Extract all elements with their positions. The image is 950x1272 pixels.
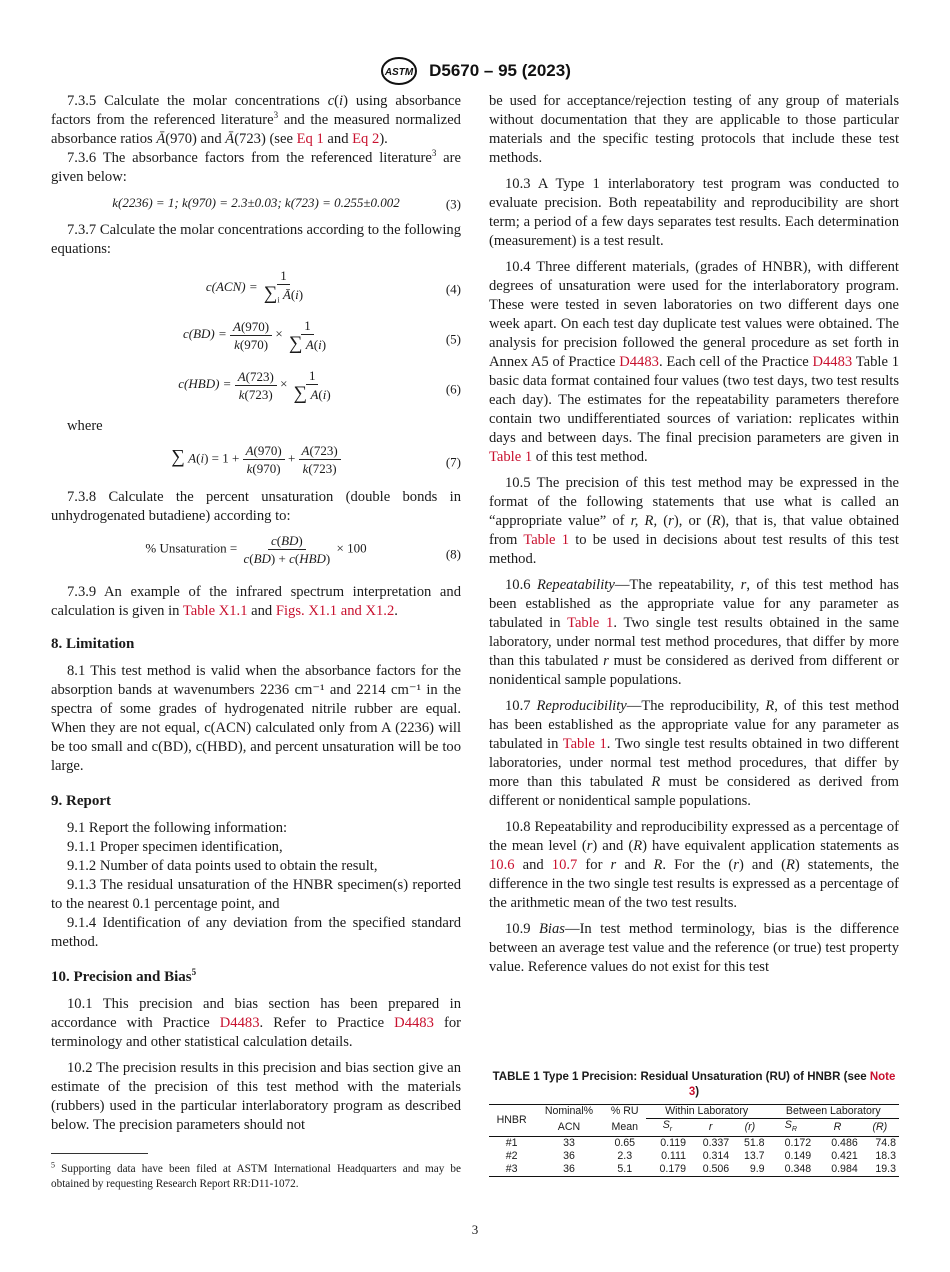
col-header-nominal: Nominal% — [544, 1105, 594, 1118]
link-table-1[interactable]: Table 1 — [567, 615, 614, 631]
para-10-6: 10.6 Repeatability—The repeatability, r, of this test method has been established as the appropriate value for any parameter as tabulated in Table 1. Two single test results obtained in the same laboratory, under normal test method procedures, that differ by more than this tabulated r must be considered as derived from different or nonidentical sample populations. — [489, 577, 899, 688]
col-header-nominal-2: ACN — [557, 1120, 581, 1133]
equation-4: c(ACN) = $\frac{1}{\sum_i Ā(i)}$ (4) — [205, 268, 461, 305]
link-d4483[interactable]: D4483 — [812, 354, 853, 370]
para-10-4: 10.4 Three different materials, (grades of HNBR), with different degrees of unsaturation were used for the interlaboratory program. These were tested in seven laboratories on two different days one week apart. On each test day duplicate test values were obtained. The analysis for precision followed the general procedure as set forth in Annex A5 of Practice D4483. Each cell of the Practice D4483 Table 1 basic data format contained four values (two test days, two test results each day). The estimates for the repeatability parameters therefore contain two undifferentiated sources of variation: replicates within days and between days. The final precision parameters are given in Table 1 of this test method. — [489, 259, 899, 465]
col-group-within: Within Laboratory — [646, 1105, 768, 1119]
equation-6: c(HBD) = $\frac{A(723)}{k(723)}$ × $\frac{1}{\sum A(i)}$ (6) — [178, 368, 461, 404]
right-column — [489, 92, 899, 977]
link-figs-x1[interactable]: Figs. X1.1 and X1.2 — [275, 603, 395, 619]
link-d4483[interactable]: D4483 — [619, 354, 659, 370]
table-row: #3 36 5.1 0.179 0.506 9.9 0.348 0.984 19.3 — [489, 1163, 899, 1177]
table-row: #1 33 0.65 0.119 0.337 51.8 0.172 0.486 74.8 — [505, 1137, 896, 1150]
para-10-8: 10.8 Repeatability and reproducibility expressed as a percentage of the mean level (r) and (R) have equivalent application statements as 10.6 and 10.7 for r and R. For the (r) and (R) statements, the difference in the two single test results is expressed as a percentage of the arithmetic mean of the two test results. — [489, 819, 899, 911]
link-10-7[interactable]: 10.7 — [551, 857, 578, 873]
astm-logo-icon — [379, 56, 419, 86]
para-7-3-6: 7.3.6 The absorbance factors from the referenced literature$^3$ are given below: — [51, 148, 461, 185]
para-10-3: 10.3 A Type 1 interlaboratory test program was conducted to evaluate precision. Both repeatability and reproducibility are short term; a period of a few days separates test results. Each determination (measurement) is a test result. — [489, 176, 899, 249]
para-9-1-1: 9.1.1 Proper specimen identification, — [67, 839, 283, 855]
para-7-3-8: 7.3.8 Calculate the percent unsaturation (double bonds in unhydrogenated butadiene) according to: — [51, 489, 461, 524]
section-9-heading: 9. Report — [51, 793, 111, 809]
col-header-R-pct: (R) — [872, 1121, 888, 1134]
where-label: where — [67, 418, 103, 434]
link-note-3[interactable]: Note 3 — [688, 1071, 896, 1098]
para-10-2: 10.2 The precision results in this precision and bias section give an estimate of the precision of this test method with the materials (rubbers) used in the particular interlaboratory program as described below. The precision parameters should not — [51, 1060, 461, 1133]
para-10-7: 10.7 Reproducibility—The reproducibility, R, of this test method has been established as the appropriate value for any parameter as tabulated in Table 1. Two single test results obtained in two different laboratories, under normal test method procedures, that differ by more than this tabulated R must be considered as derived from different or nonidentical sample populations. — [489, 698, 900, 809]
footnote-5: $^5$ Supporting data have been filed at ASTM International Headquarters and may be obtained by requesting Research Report RR:D11-1072. — [51, 1160, 461, 1190]
col-header-hnbr: HNBR — [496, 1114, 527, 1127]
para-10-2-cont: be used for acceptance/rejection testing of any group of materials without documentation that they are applicable to those particular materials and the specific testing protocols that include these test methods. — [489, 93, 899, 166]
section-10-heading: 10. Precision and Bias$^5$ — [51, 967, 197, 985]
table-1-title: TABLE 1 Type 1 Precision: Residual Unsaturation (RU) of HNBR (see Note 3) — [492, 1071, 896, 1098]
section-8-heading: 8. Limitation — [51, 636, 135, 652]
col-header-r: r — [708, 1121, 713, 1134]
para-7-3-5: 7.3.5 Calculate the molar concentrations c(i) using absorbance factors from the referenced literature$^3$ and the measured normalized absorbance ratios Ā(970) and Ā(723) (see Eq 1 and Eq 2). — [51, 93, 462, 147]
col-header-ru-2: Mean — [611, 1120, 638, 1133]
left-column — [51, 92, 461, 1135]
precision-table — [489, 1104, 899, 1177]
equation-7: ∑ A(i) = 1 + $\frac{A(970)}{k(970)}$ + $\frac{A(723)}{k(723)}$ (7) — [171, 443, 461, 476]
table-1 — [489, 1070, 899, 1177]
para-7-3-9: 7.3.9 An example of the infrared spectrum interpretation and calculation is given in Table X1.1 and Figs. X1.1 and X1.2. — [51, 584, 461, 619]
standard-designation: D5670 – 95 (2023) — [429, 61, 571, 80]
link-eq-2[interactable]: Eq 2 — [352, 131, 380, 147]
link-table-1[interactable]: Table 1 — [489, 449, 533, 465]
svg-text:ASTM: ASTM — [384, 67, 414, 78]
para-9-1-2: 9.1.2 Number of data points used to obtain the result, — [67, 858, 378, 874]
link-table-1[interactable]: Table 1 — [562, 736, 607, 752]
footnote-rule — [51, 1153, 148, 1154]
col-header-sr: $S_r$ — [662, 1119, 673, 1134]
para-9-1: 9.1 Report the following information: — [67, 820, 288, 836]
para-8-1: 8.1 This test method is valid when the absorbance factors for the absorption bands at wavenumbers 2236 cm⁻¹ and 2214 cm⁻¹ in the spectra of some grades of hydrogenated nitrile rubber are equal. When they are not equal, c(ACN) calculated only from A (2236) will be too small and c(BD), c(HBD), and percent unsaturation will be too large. — [51, 663, 461, 774]
equation-5: c(BD) = $\frac{A(970)}{k(970)}$ × $\frac{1}{\sum A(i)}$ (5) — [182, 318, 461, 354]
page-header — [0, 56, 950, 86]
para-10-5: 10.5 The precision of this test method may be expressed in the format of the following statements that use what is called an “appropriate value” of r, R, (r), or (R), that is, that value obtained from Table 1 to be used in decisions about test results of this test method. — [489, 475, 899, 567]
table-row: #2 36 2.3 0.111 0.314 13.7 0.149 0.421 18.3 — [505, 1150, 896, 1163]
col-header-R: R — [833, 1121, 842, 1134]
link-10-6[interactable]: 10.6 — [489, 857, 515, 873]
col-header-ru: % RU — [610, 1105, 639, 1118]
link-table-1[interactable]: Table 1 — [523, 532, 570, 548]
col-header-r-pct: (r) — [744, 1121, 756, 1134]
link-d4483[interactable]: D4483 — [394, 1015, 434, 1031]
para-9-1-4: 9.1.4 Identification of any deviation from the specified standard method. — [51, 915, 461, 950]
para-9-1-3: 9.1.3 The residual unsaturation of the HNBR specimen(s) reported to the nearest 0.1 percentage point, and — [51, 877, 461, 912]
page-number: 3 — [471, 1222, 479, 1237]
link-table-x1-1[interactable]: Table X1.1 — [182, 603, 248, 619]
equation-8: % Unsaturation = $\frac{c(BD)}{\text{c(BD) + c(HBD)}}$ × 100 (8) — [145, 533, 461, 566]
equation-3: k(2236) = 1; k(970) = 2.3±0.03; k(723) = 0.255±0.002 (3) — [112, 195, 461, 212]
para-10-1: 10.1 This precision and bias section has been prepared in accordance with Practice D4483. Refer to Practice D4483 for terminology and other statistical calculation details. — [51, 996, 461, 1050]
col-group-between: Between Laboratory — [768, 1105, 899, 1119]
para-7-3-7: 7.3.7 Calculate the molar concentrations according to the following equations: — [51, 222, 461, 257]
link-eq-1[interactable]: Eq 1 — [296, 131, 324, 147]
col-header-sR: $S_R$ — [784, 1119, 797, 1134]
para-10-9: 10.9 Bias—In test method terminology, bias is the difference between an average test value and the reference (or true) test property value. Reference values do not exist for this test — [489, 921, 900, 975]
link-d4483[interactable]: D4483 — [219, 1015, 260, 1031]
